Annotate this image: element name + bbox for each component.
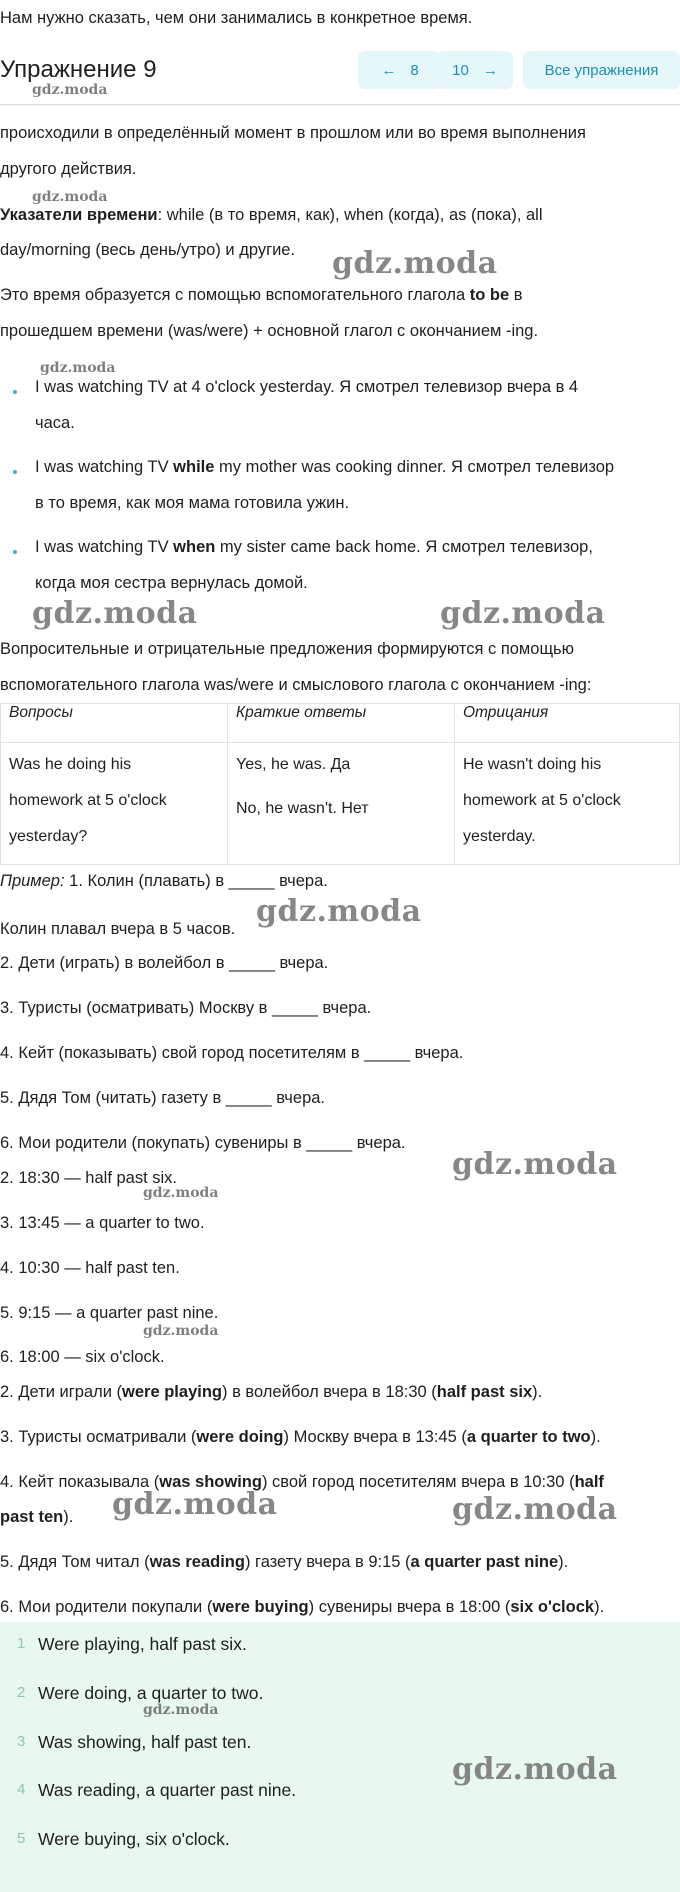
time-item: 6. 18:00 — six o'clock. bbox=[0, 1348, 165, 1366]
bullet-dot bbox=[13, 390, 17, 394]
solution-4: 4. Кейт показывала (was showing) свой город посетителям вчера в 10:30 (half bbox=[0, 1473, 604, 1491]
time-markers bbox=[0, 203, 680, 227]
answer-text: Were playing, half past six. bbox=[38, 1634, 247, 1654]
answer-text: Was reading, a quarter past nine. bbox=[38, 1780, 297, 1800]
bullet-dot bbox=[13, 550, 17, 554]
cell-line: He wasn't doing his bbox=[463, 756, 602, 773]
example-text: 1. Колин (плавать) в _____ вчера. bbox=[64, 872, 328, 890]
next-exercise-label: 10 bbox=[452, 61, 469, 79]
answer-item bbox=[0, 1827, 680, 1851]
watermark: gdz.moda bbox=[452, 1752, 618, 1787]
questions-intro-line-1: Вопросительные и отрицательные предложения формируются с помощью bbox=[0, 640, 574, 658]
answer-text: Were buying, six o'clock. bbox=[38, 1829, 230, 1849]
theory-line-1: происходили в определённый момент в прошлом или во время выполнения bbox=[0, 124, 586, 142]
watermark: gdz.moda bbox=[452, 1147, 618, 1182]
answer-item bbox=[0, 1681, 680, 1705]
time-item: 2. 18:30 — half past six. bbox=[0, 1169, 178, 1187]
watermark: gdz.moda bbox=[32, 189, 108, 205]
task-item: 6. Мои родители (покупать) сувениры в _____ вчера. bbox=[0, 1134, 406, 1152]
example-3-text-a: I was watching TV bbox=[35, 538, 174, 556]
watermark: gdz.moda bbox=[32, 82, 108, 98]
all-exercises-button[interactable] bbox=[523, 51, 680, 89]
bullet-dot bbox=[13, 470, 17, 474]
answer-number: 2 bbox=[17, 1684, 26, 1701]
example-3-line-2: когда моя сестра вернулась домой. bbox=[35, 574, 308, 592]
answer-number: 1 bbox=[17, 1635, 26, 1652]
prev-exercise-button[interactable] bbox=[358, 51, 442, 89]
time-markers-line-2: day/morning (весь день/утро) и другие. bbox=[0, 241, 296, 259]
grammar-table bbox=[0, 703, 680, 865]
task-example-answer: Колин плавал вчера в 5 часов. bbox=[0, 920, 236, 938]
time-item: 4. 10:30 — half past ten. bbox=[0, 1259, 180, 1277]
example-2-bold: while bbox=[173, 458, 215, 476]
formation-line-2: прошедшем времени (was/were) + основной глагол с окончанием -ing. bbox=[0, 322, 539, 340]
example-2-line-1 bbox=[35, 455, 680, 479]
example-3-line-1 bbox=[35, 535, 680, 559]
theory-line-2: другого действия. bbox=[0, 160, 137, 178]
table-header-short-answers: Краткие ответы bbox=[228, 704, 455, 743]
watermark: gdz.moda bbox=[32, 596, 198, 631]
watermark: gdz.moda bbox=[143, 1323, 219, 1339]
example-1-line-2: часа. bbox=[35, 414, 75, 432]
formation-text-a: Это время образуется с помощью вспомогательного глагола bbox=[0, 286, 470, 304]
example-1-line-1: I was watching TV at 4 o'clock yesterday. Я смотрел телевизор вчера в 4 bbox=[35, 378, 579, 396]
arrow-left-icon: ← bbox=[381, 61, 397, 79]
cell-line: Yes, he was. Да bbox=[236, 756, 351, 773]
table-cell-negative bbox=[455, 743, 680, 865]
watermark: gdz.moda bbox=[143, 1185, 219, 1201]
table-header-negatives: Отрицания bbox=[455, 704, 680, 743]
example-2-text-b: my mother was cooking dinner. Я смотрел телевизор bbox=[214, 458, 615, 476]
time-item: 5. 9:15 — a quarter past nine. bbox=[0, 1304, 219, 1322]
formation-bold: to be bbox=[469, 286, 510, 304]
formation-line-1 bbox=[0, 283, 680, 307]
intro-line: Нам нужно сказать, чем они занимались в конкретное время. bbox=[0, 9, 473, 27]
cell-line: No, he wasn't. Нет bbox=[236, 800, 369, 817]
answer-number: 4 bbox=[17, 1781, 26, 1798]
page-title: Упражнение 9 bbox=[0, 56, 157, 83]
task-item: 5. Дядя Том (читать) газету в _____ вчера. bbox=[0, 1089, 326, 1107]
example-3-bold: when bbox=[173, 538, 216, 556]
watermark: gdz.moda bbox=[440, 596, 606, 631]
time-item: 3. 13:45 — a quarter to two. bbox=[0, 1214, 205, 1232]
formation-text-b: в bbox=[509, 286, 523, 304]
all-exercises-label: Все упражнения bbox=[544, 61, 659, 79]
answer-item bbox=[0, 1632, 680, 1656]
watermark: gdz.moda bbox=[40, 360, 116, 376]
cell-line: Was he doing his bbox=[9, 756, 132, 773]
table-header-questions: Вопросы bbox=[1, 704, 228, 743]
table-cell-short-answers bbox=[228, 743, 455, 865]
arrow-right-icon: → bbox=[482, 61, 498, 79]
next-exercise-button[interactable] bbox=[437, 51, 513, 89]
task-item: 3. Туристы (осматривать) Москву в _____ вчера. bbox=[0, 999, 372, 1017]
cell-line: homework at 5 o'clock bbox=[463, 792, 621, 809]
task-item: 4. Кейт (показывать) свой город посетителям в _____ вчера. bbox=[0, 1044, 464, 1062]
watermark: gdz.moda bbox=[332, 246, 498, 281]
watermark: gdz.moda bbox=[256, 894, 422, 929]
time-markers-label: Указатели времени bbox=[0, 206, 158, 224]
questions-intro-line-2: вспомогательного глагола was/were и смыслового глагола с окончанием -ing: bbox=[0, 676, 592, 694]
answer-number: 5 bbox=[17, 1830, 26, 1847]
solution-2: 2. Дети играли (were playing) в волейбол вчера в 18:30 (half past six). bbox=[0, 1383, 543, 1401]
example-2-text-a: I was watching TV bbox=[35, 458, 174, 476]
example-label: Пример: bbox=[0, 872, 65, 890]
task-item: 2. Дети (играть) в волейбол в _____ вчера. bbox=[0, 954, 329, 972]
task-example bbox=[0, 869, 680, 893]
answer-text: Were doing, a quarter to two. bbox=[38, 1683, 264, 1703]
table-cell-question bbox=[1, 743, 228, 865]
answer-item bbox=[0, 1730, 680, 1754]
watermark: gdz.moda bbox=[452, 1492, 618, 1527]
cell-line: homework at 5 o'clock bbox=[9, 792, 167, 809]
solution-6: 6. Мои родители покупали (were buying) сувениры вчера в 18:00 (six o'clock). bbox=[0, 1598, 605, 1616]
watermark: gdz.moda bbox=[143, 1702, 219, 1718]
answer-text: Was showing, half past ten. bbox=[38, 1732, 252, 1752]
time-markers-text: : while (в то время, как), when (когда), as (пока), all bbox=[157, 206, 543, 224]
example-2-line-2: в то время, как моя мама готовила ужин. bbox=[35, 494, 350, 512]
answer-number: 3 bbox=[17, 1733, 26, 1750]
cell-line: yesterday. bbox=[463, 828, 536, 845]
example-3-text-b: my sister came back home. Я смотрел телевизор, bbox=[215, 538, 593, 556]
solution-5: 5. Дядя Том читал (was reading) газету вчера в 9:15 (a quarter past nine). bbox=[0, 1553, 569, 1571]
solution-3: 3. Туристы осматривали (were doing) Москву вчера в 13:45 (a quarter to two). bbox=[0, 1428, 601, 1446]
cell-line: yesterday? bbox=[9, 828, 88, 845]
solution-4-line-2: past ten). bbox=[0, 1508, 74, 1526]
header-divider bbox=[0, 104, 680, 105]
watermark: gdz.moda bbox=[112, 1487, 278, 1522]
prev-exercise-label: 8 bbox=[410, 61, 419, 79]
